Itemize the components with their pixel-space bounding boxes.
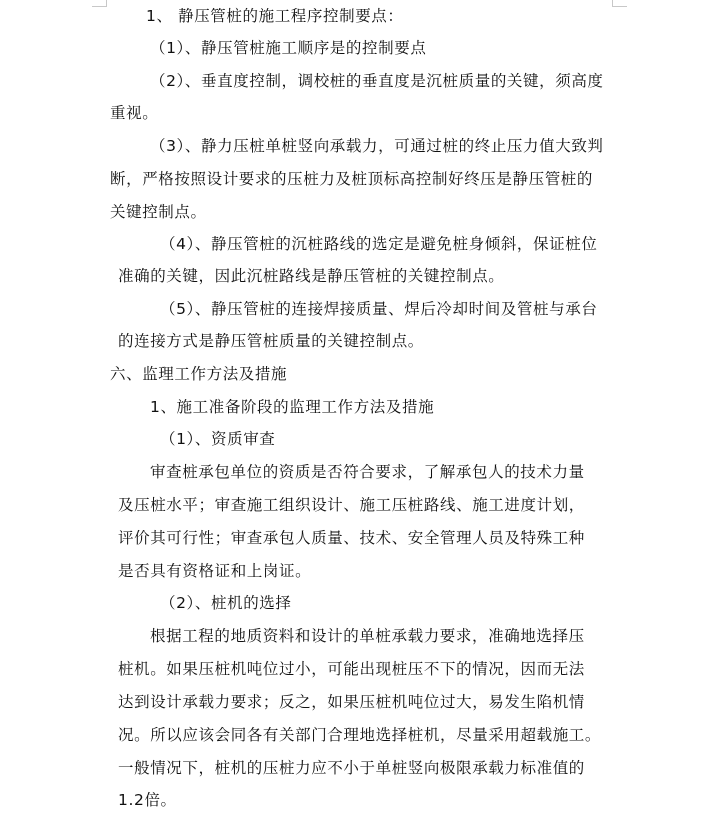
text-line: （1）、静压管桩施工顺序是的控制要点 bbox=[150, 39, 427, 57]
text-line: 达到设计承载力要求；反之，如果压桩机吨位过大，易发生陷机情 bbox=[118, 693, 585, 711]
text-line: 一般情况下，桩机的压桩力应不小于单桩竖向极限承载力标准值的 bbox=[118, 759, 585, 777]
text-line: 桩机。如果压桩机吨位过小，可能出现桩压不下的情况，因而无法 bbox=[118, 660, 585, 678]
text-line: 1、 静压管桩的施工程序控制要点： bbox=[146, 7, 404, 25]
page-corner-mark-right bbox=[612, 0, 627, 7]
text-line: （3）、静力压桩单桩竖向承载力，可通过桩的终止压力值大致判 bbox=[150, 137, 604, 155]
text-line: 况。所以应该会同各有关部门合理地选择桩机，尽量采用超载施工。 bbox=[118, 726, 602, 744]
page-corner-mark-left bbox=[92, 0, 107, 7]
text-line: 1.2倍。 bbox=[118, 791, 177, 809]
item-heading: （2）、桩机的选择 bbox=[160, 594, 292, 612]
text-line: （2）、垂直度控制，调校桩的垂直度是沉桩质量的关键，须高度 bbox=[150, 72, 604, 90]
section-heading: 六、监理工作方法及措施 bbox=[110, 365, 288, 383]
text-line: 准确的关键，因此沉桩路线是静压管桩的关键控制点。 bbox=[118, 267, 505, 285]
text-line: （5）、静压管桩的连接焊接质量、焊后冷却时间及管桩与承台 bbox=[160, 300, 598, 318]
subsection-heading: 1、施工准备阶段的监理工作方法及措施 bbox=[150, 398, 435, 416]
text-line: 评价其可行性；审查承包人质量、技术、安全管理人员及特殊工种 bbox=[118, 529, 585, 547]
text-line: （4）、静压管桩的沉桩路线的选定是避免桩身倾斜，保证桩位 bbox=[160, 235, 598, 253]
text-line: 断，严格按照设计要求的压桩力及桩顶标高控制好终压是静压管桩的 bbox=[110, 170, 594, 188]
item-heading: （1）、资质审查 bbox=[160, 430, 276, 448]
text-line: 及压桩水平；审查施工组织设计、施工压桩路线、施工进度计划， bbox=[118, 496, 585, 514]
text-line: 审查桩承包单位的资质是否符合要求，了解承包人的技术力量 bbox=[150, 463, 585, 481]
text-line: 关键控制点。 bbox=[110, 203, 207, 221]
text-line: 重视。 bbox=[110, 104, 159, 122]
text-line: 根据工程的地质资料和设计的单桩承载力要求，准确地选择压 bbox=[150, 627, 585, 645]
text-line: 的连接方式是静压管桩质量的关键控制点。 bbox=[118, 332, 424, 350]
text-line: 是否具有资格证和上岗证。 bbox=[118, 562, 312, 580]
